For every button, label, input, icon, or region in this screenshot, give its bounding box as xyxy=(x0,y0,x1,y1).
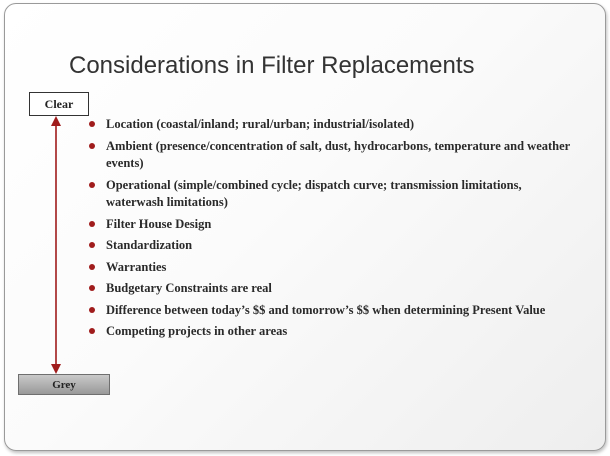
bullet-list xyxy=(89,116,579,345)
slide xyxy=(4,3,606,451)
bullet-icon xyxy=(89,264,95,270)
list-item xyxy=(89,302,579,320)
list-item xyxy=(89,177,579,212)
list-item xyxy=(89,116,579,134)
bullet-icon xyxy=(89,121,95,127)
bullet-icon xyxy=(89,307,95,313)
bullet-text: Difference between today’s $$ and tomorrow’s $$ when determining Present Value xyxy=(106,302,546,317)
bullet-text: Filter House Design xyxy=(106,216,212,231)
bullet-icon xyxy=(89,328,95,334)
list-item xyxy=(89,138,579,173)
clear-label-box xyxy=(29,92,89,116)
slide-title: Considerations in Filter Replacements xyxy=(69,52,475,79)
list-item xyxy=(89,216,579,234)
clear-label: Clear xyxy=(44,96,74,111)
bullet-icon xyxy=(89,242,95,248)
list-item xyxy=(89,259,579,277)
bullet-icon xyxy=(89,143,95,149)
bullet-text: Warranties xyxy=(106,259,167,274)
bullet-text: Competing projects in other areas xyxy=(106,324,288,338)
bullet-icon xyxy=(89,221,95,227)
bullet-icon xyxy=(89,285,95,291)
bullet-text: Budgetary Constraints are real xyxy=(106,281,272,295)
list-item xyxy=(89,237,579,255)
grey-label: Grey xyxy=(52,378,76,391)
grey-label-box xyxy=(18,374,110,395)
bullet-text: Operational (simple/combined cycle; dispatch curve; transmission limitations, waterwash limitations) xyxy=(106,177,522,209)
list-item xyxy=(89,323,579,341)
double-arrow-icon xyxy=(50,116,62,374)
bullet-text: Ambient (presence/concentration of salt, dust, hydrocarbons, temperature and weather events) xyxy=(106,138,570,170)
bullet-text: Standardization xyxy=(106,238,193,252)
bullet-icon xyxy=(89,182,95,188)
bullet-text: Location (coastal/inland; rural/urban; industrial/isolated) xyxy=(106,117,415,131)
list-item xyxy=(89,280,579,298)
